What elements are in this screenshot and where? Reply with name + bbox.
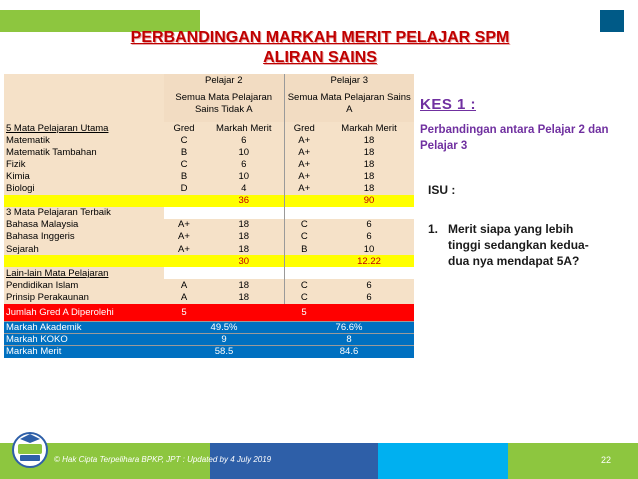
title-line-1: PERBANDINGAN MARKAH MERIT PELAJAR SPM: [130, 29, 510, 46]
col-markah-3: Markah Merit: [341, 122, 397, 134]
subject-name: Prinsip Perakaunan: [6, 291, 89, 303]
merit-row: [4, 346, 414, 358]
grade-3: C: [284, 279, 324, 291]
grade-2: A+: [178, 231, 190, 243]
grade-2: A: [180, 279, 188, 291]
grade-3: C: [284, 291, 324, 303]
grade-2: B: [180, 171, 188, 183]
section-heading-row: [4, 207, 414, 219]
student3-header: Pelajar 3: [284, 74, 414, 86]
subject-name: Matematik: [6, 134, 50, 146]
page-title: [80, 28, 560, 68]
merit-2: 4: [241, 183, 247, 195]
top-blue-bar: [600, 10, 624, 32]
col-markah-2: Markah Merit: [216, 122, 272, 134]
akademik-2: 49.5%: [164, 322, 284, 334]
koko-label: Markah KOKO: [4, 334, 164, 346]
merit-2: 6: [241, 158, 247, 170]
other-heading: Lain-lain Mata Pelajaran: [6, 267, 109, 279]
column-header-row: [4, 122, 414, 134]
merit-2: 10: [238, 171, 250, 183]
grade-2: C: [180, 158, 188, 170]
main-total-2: 36: [204, 195, 284, 207]
subject-name: Matematik Tambahan: [6, 146, 97, 158]
grade-2: A: [180, 291, 188, 303]
table-row: [4, 158, 414, 170]
merit-2: 18: [238, 231, 250, 243]
isu-question: [428, 221, 608, 269]
grade-2: B: [180, 146, 188, 158]
col-gred-3: Gred: [284, 122, 324, 134]
grade-3: A+: [284, 134, 324, 146]
merit-3: 6: [366, 231, 372, 243]
student2-header: Pelajar 2: [164, 74, 284, 86]
grade-3: A+: [284, 146, 324, 158]
merit-3: 6: [366, 279, 372, 291]
merit-2: 18: [238, 219, 250, 231]
table-row: [4, 231, 414, 243]
grade-a-label: Jumlah Gred A Diperolehi: [6, 306, 114, 318]
kes-description: Perbandingan antara Pelajar 2 dan Pelajar 3: [420, 124, 609, 152]
grade-2: C: [180, 134, 188, 146]
main-total-row: [4, 195, 414, 207]
koko-row: [4, 334, 414, 346]
merit-total-2: 58.5: [164, 346, 284, 358]
isu-question-text: Merit siapa yang lebih tinggi sedangkan kedua-dua nya mendapat 5A?: [448, 222, 589, 268]
grade-a-row: [4, 304, 414, 322]
subject-name: Fizik: [6, 158, 26, 170]
grade-3: A+: [284, 170, 324, 182]
grade-3: A+: [284, 158, 324, 170]
merit-label: Markah Merit: [4, 346, 164, 358]
merit-3: 18: [363, 183, 375, 195]
best3-total-2: 30: [204, 255, 284, 267]
grade-a-2: 5: [181, 306, 187, 318]
subject-name: Sejarah: [6, 243, 39, 255]
subject-name: Bahasa Inggeris: [6, 231, 75, 243]
koko-3: 8: [284, 334, 414, 346]
table-row: [4, 219, 414, 231]
subject-name: Kimia: [6, 171, 30, 183]
merit-2: 18: [238, 243, 250, 255]
grade-3: C: [284, 231, 324, 243]
grade-2: A+: [178, 219, 190, 231]
best3-total-row: [4, 255, 414, 267]
col-subjects: 5 Mata Pelajaran Utama: [6, 122, 109, 134]
grade-a-3: 5: [301, 306, 307, 318]
merit-3: 18: [363, 171, 375, 183]
table-corner-2: [4, 86, 164, 122]
isu-label: ISU :: [428, 183, 456, 197]
kes-title: KES 1 :: [420, 96, 477, 113]
main-total-3: 90: [324, 195, 414, 207]
title-line-2: ALIRAN SAINS: [263, 49, 377, 66]
akademik-3: 76.6%: [284, 322, 414, 334]
akademik-row: [4, 322, 414, 334]
merit-3: 6: [366, 291, 372, 303]
merit-3: 10: [363, 243, 375, 255]
subject-name: Bahasa Malaysia: [6, 219, 79, 231]
table-row: [4, 183, 414, 195]
table-row: [4, 243, 414, 255]
page-number: 22: [601, 455, 612, 465]
footer-copyright: © Hak Cipta Terpelihara BPKP, JPT : Updated by 4 July 2019: [54, 455, 272, 464]
merit-comparison-table: [4, 74, 414, 358]
subject-name: Biologi: [6, 183, 35, 195]
merit-3: 6: [366, 219, 372, 231]
merit-total-3: 84.6: [284, 346, 414, 358]
upu-online-logo: [10, 430, 50, 470]
merit-2: 18: [238, 291, 250, 303]
subject-name: Pendidikan Islam: [6, 279, 79, 291]
merit-2: 10: [238, 146, 250, 158]
table-row: [4, 134, 414, 146]
section-heading-row: [4, 267, 414, 279]
merit-3: 18: [363, 134, 375, 146]
col-gred-2: Gred: [173, 122, 195, 134]
akademik-label: Markah Akademik: [4, 322, 164, 334]
grade-3: A+: [284, 183, 324, 195]
table-corner: [4, 74, 164, 86]
grade-3: B: [284, 243, 324, 255]
best3-heading: 3 Mata Pelajaran Terbaik: [6, 207, 111, 219]
table-row: [4, 279, 414, 291]
grade-2: A+: [178, 243, 190, 255]
koko-2: 9: [164, 334, 284, 346]
best3-total-3: 12.22: [324, 255, 414, 267]
merit-3: 18: [363, 146, 375, 158]
table-row: [4, 291, 414, 303]
grade-2: D: [180, 183, 188, 195]
table-row: [4, 146, 414, 158]
student2-stream: Semua Mata Pelajaran Sains Tidak A: [164, 86, 284, 122]
grade-3: C: [284, 219, 324, 231]
table-row: [4, 170, 414, 182]
merit-2: 18: [238, 279, 250, 291]
merit-2: 6: [241, 134, 247, 146]
student3-stream: Semua Mata Pelajaran Sains A: [284, 86, 414, 122]
merit-3: 18: [363, 158, 375, 170]
isu-number: 1.: [428, 222, 439, 236]
